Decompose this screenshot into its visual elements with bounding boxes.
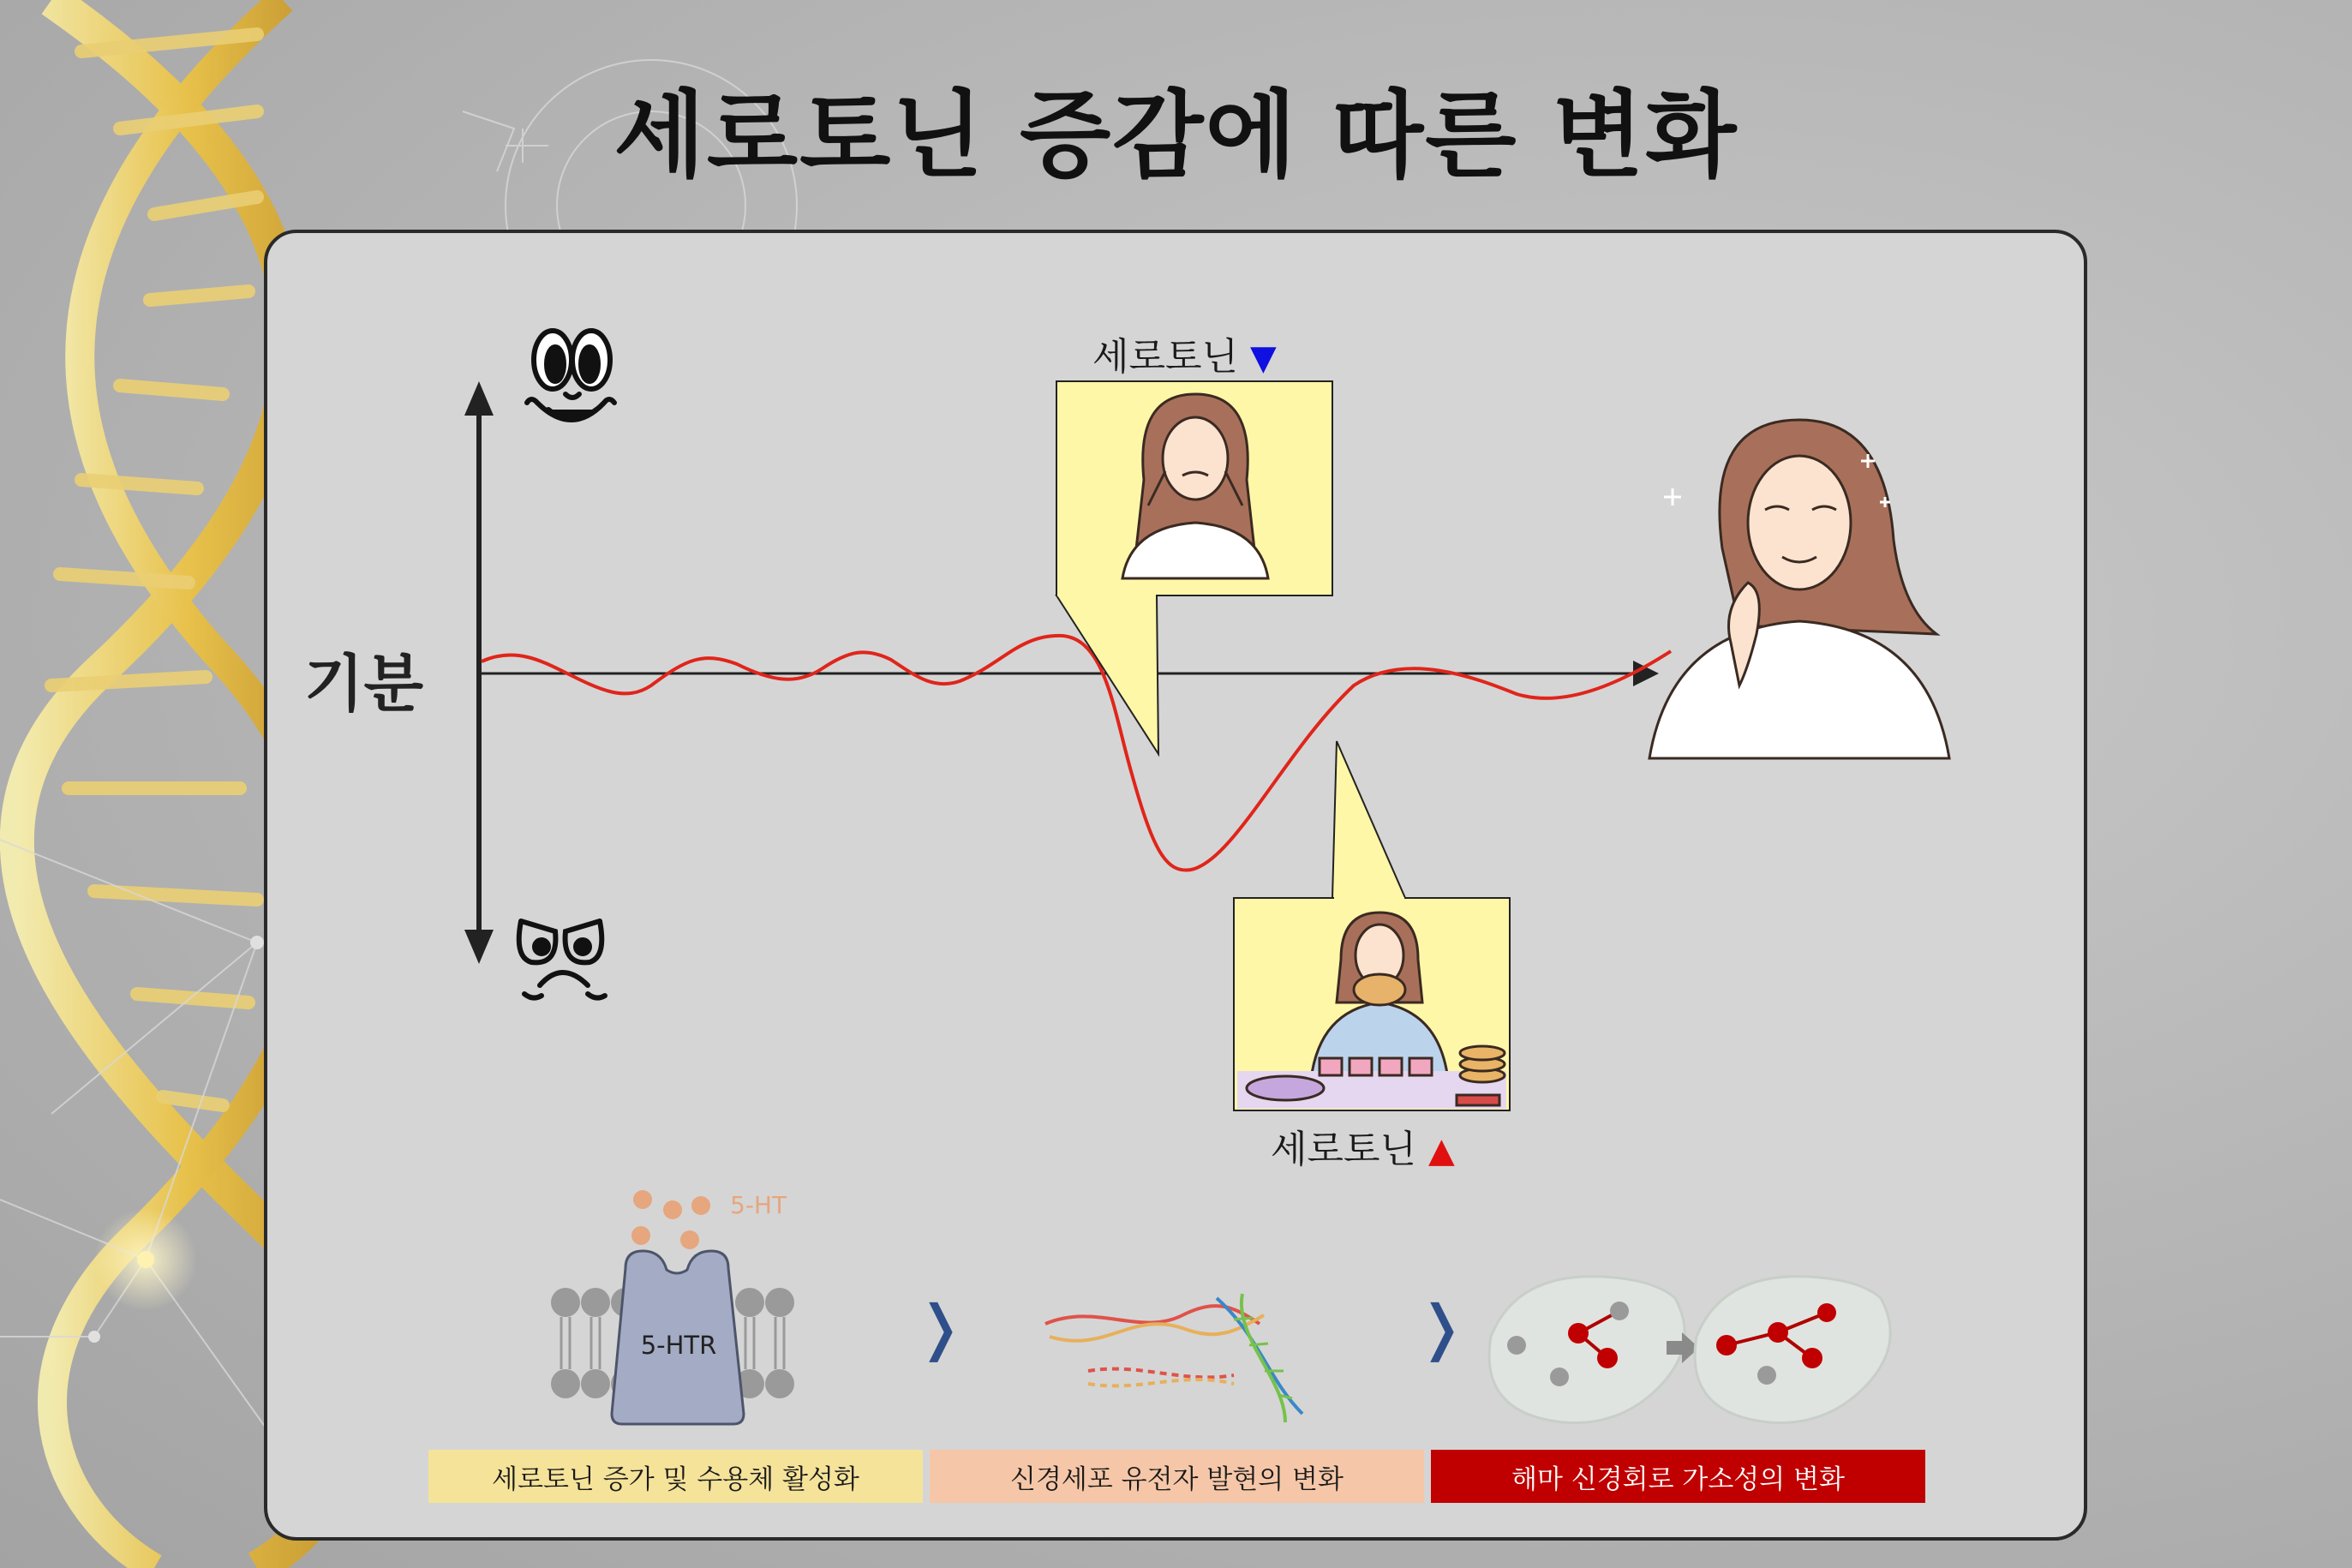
happy-face-icon — [527, 331, 614, 420]
ligand-label: 5-HT — [730, 1191, 787, 1219]
separator-chevron-icon: ❭ — [915, 1292, 966, 1362]
step-2-bar — [930, 1450, 1424, 1503]
axis-down-arrow-icon — [464, 930, 494, 964]
mood-axis-label: 기분 — [304, 648, 424, 720]
thinking-woman-illustration — [1649, 420, 1949, 758]
up-triangle-icon: ▲ — [1428, 1131, 1455, 1170]
serotonin-high-text: 세로토닌 — [1271, 1128, 1417, 1171]
receptor-label: 5-HTR — [640, 1331, 717, 1360]
step-1-bar — [428, 1450, 923, 1503]
serotonin-molecules — [631, 1190, 710, 1249]
serotonin-low-text: 세로토닌 — [1092, 335, 1239, 379]
down-triangle-icon: ▼ — [1250, 338, 1277, 378]
sad-face-icon — [519, 921, 605, 998]
callout-low-label — [1092, 326, 1277, 380]
step-1-label: 세로토닌 증가 및 수용체 활성화 — [492, 1463, 859, 1495]
step-2-label: 신경세포 유전자 발현의 변화 — [1010, 1463, 1344, 1495]
dna-strands-icon — [1045, 1294, 1302, 1422]
step-3-label: 해마 신경회로 가소성의 변화 — [1511, 1463, 1845, 1495]
mood-curve — [482, 636, 1671, 871]
hippocampus-circuit-before-icon — [1489, 1277, 1685, 1423]
axis-up-arrow-icon — [464, 381, 494, 416]
hippocampus-circuit-after-icon — [1695, 1277, 1890, 1423]
step-3-bar — [1431, 1450, 1925, 1503]
separator-chevron-icon: ❭ — [1416, 1292, 1467, 1362]
page-title: 세로토닌 증감에 따른 변화 — [613, 81, 1739, 190]
callout-high-label — [1271, 1118, 1455, 1173]
